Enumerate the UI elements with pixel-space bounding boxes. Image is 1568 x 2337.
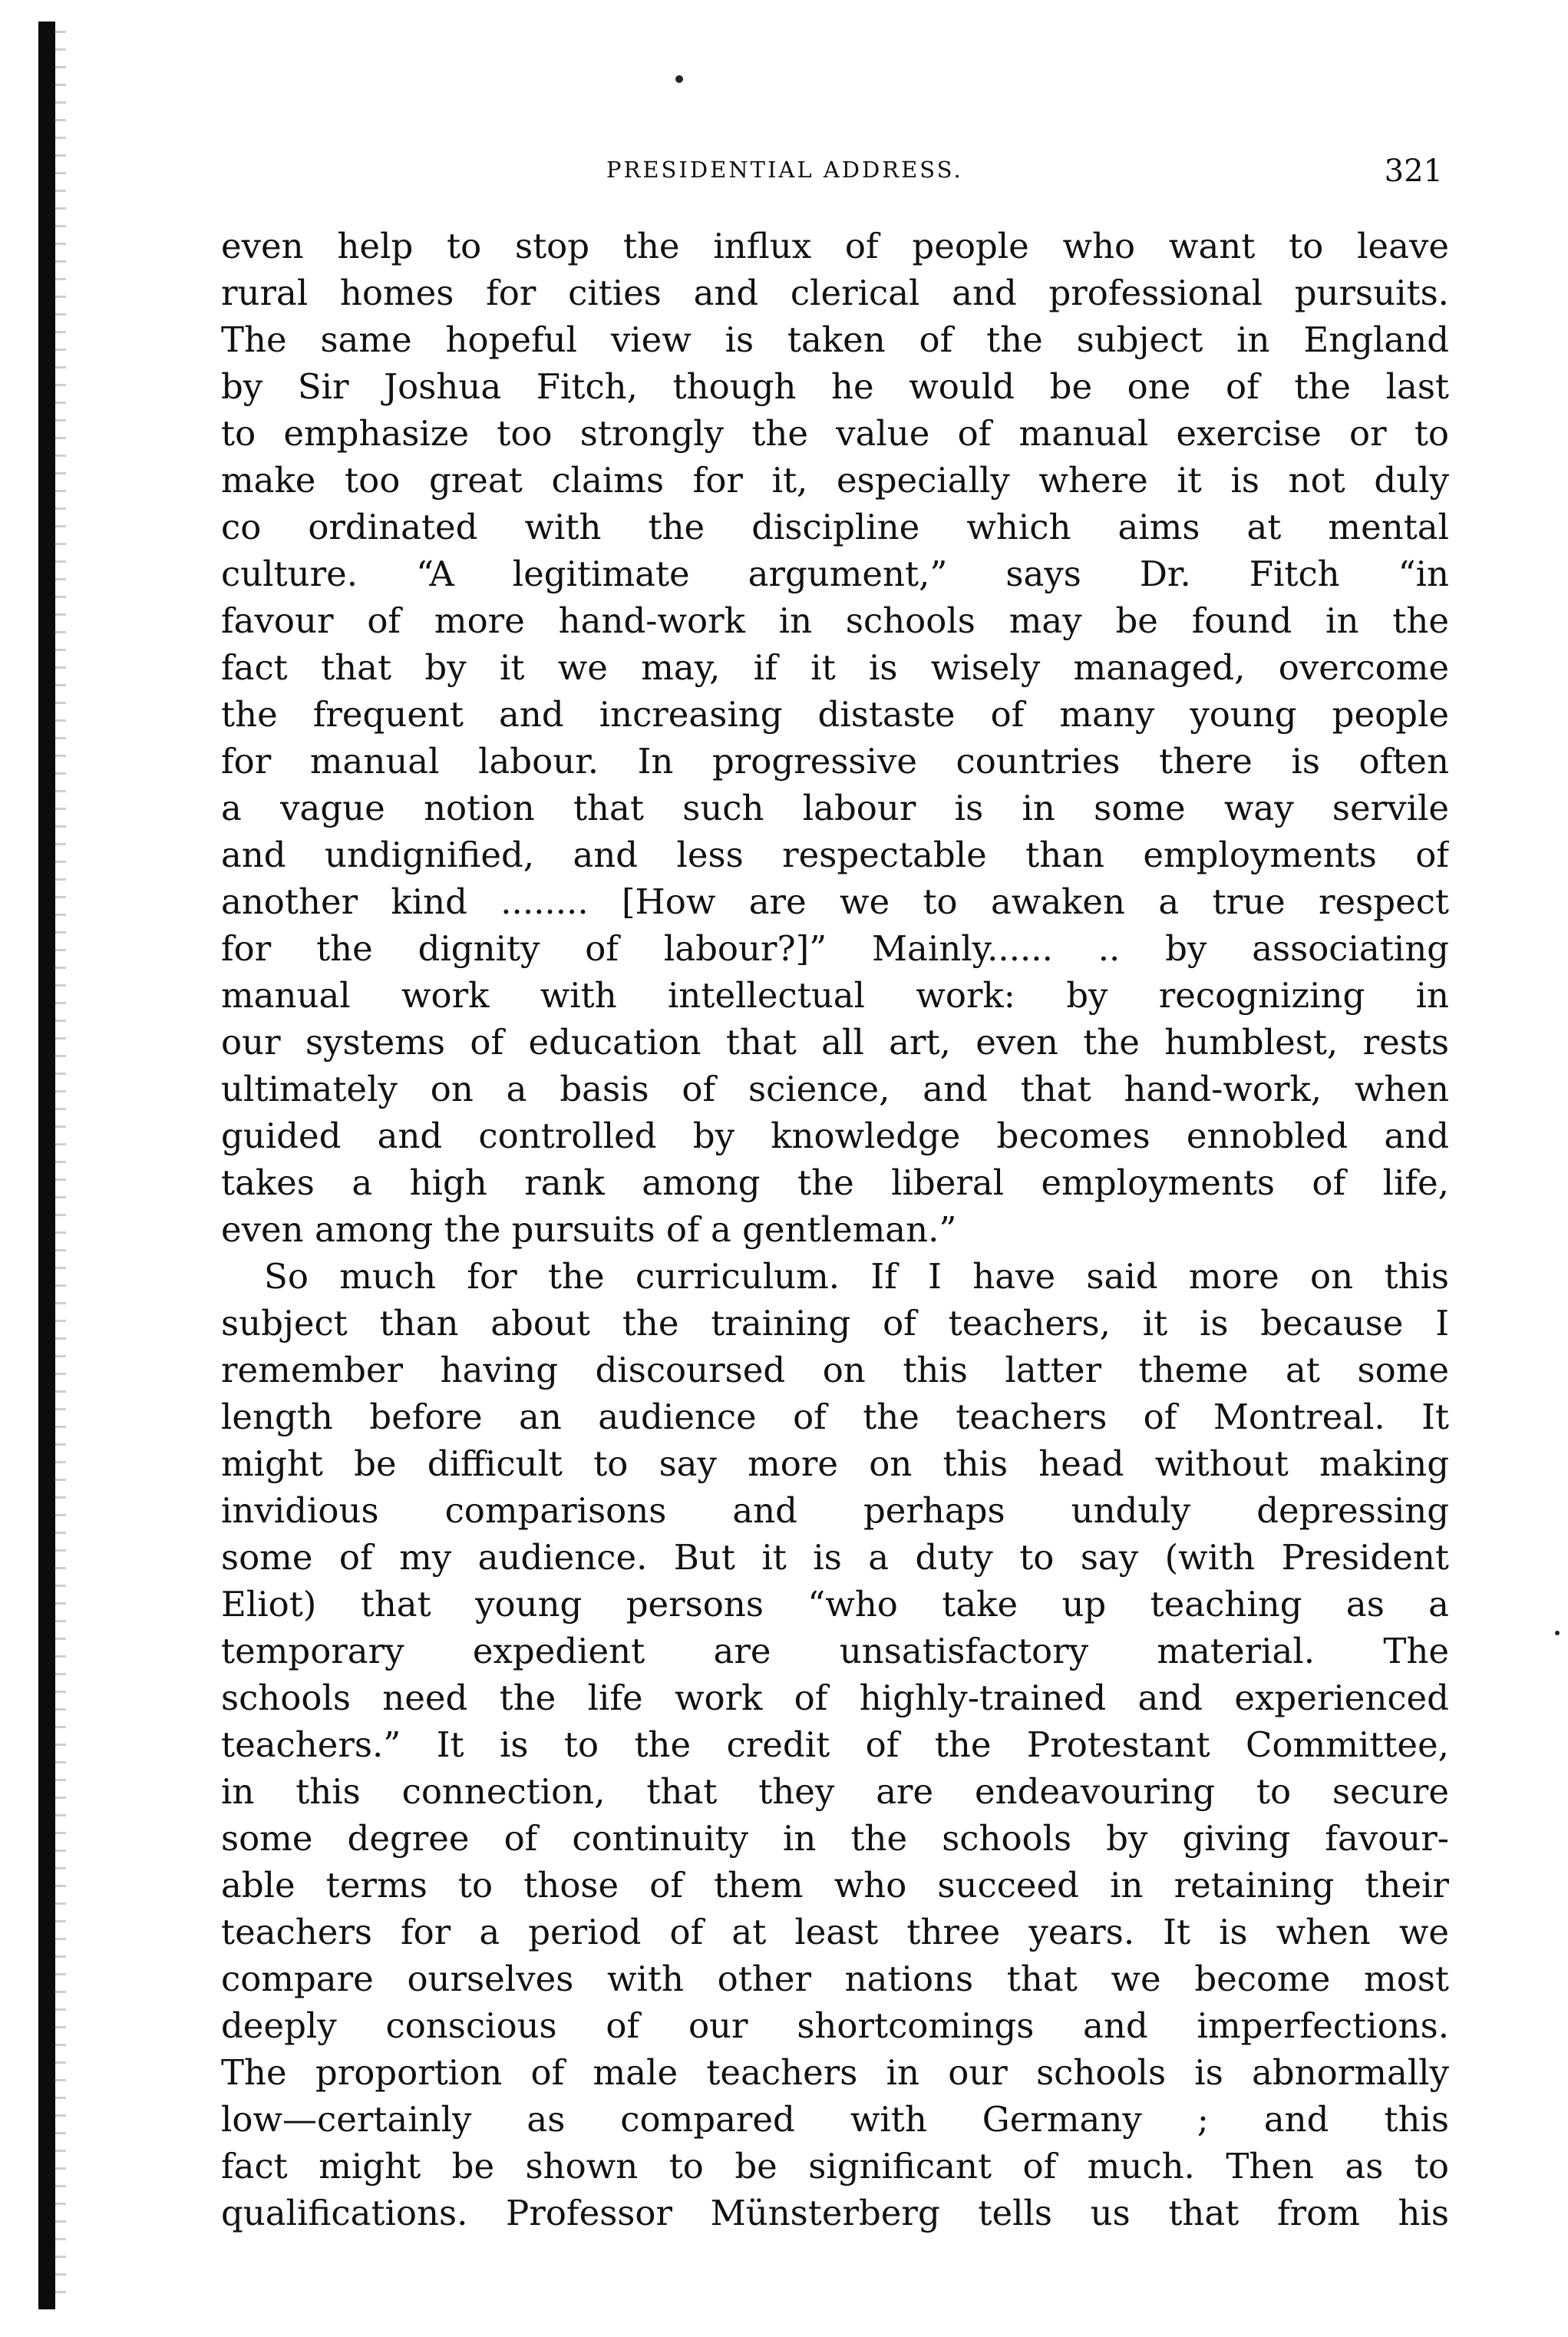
- page-number: 321: [1384, 154, 1443, 189]
- text-line: to emphasize too strongly the value of manual exercise or to: [221, 413, 1449, 454]
- text-line: deeply conscious of our shortcomings and imperfections.: [221, 2005, 1449, 2046]
- text-line: teachers for a period of at least three years. It is when we: [221, 1912, 1449, 1952]
- text-line: guided and controlled by knowledge becomes ennobled and: [221, 1116, 1449, 1156]
- text-line: takes a high rank among the liberal employments of life,: [221, 1162, 1449, 1203]
- running-head: PRESIDENTIAL ADDRESS.: [606, 157, 963, 183]
- text-line: remember having discoursed on this latter theme at some: [221, 1350, 1449, 1390]
- text-line: able terms to those of them who succeed in retaining their: [221, 1865, 1449, 1906]
- binding-scan-noise: [55, 31, 66, 2296]
- paragraph-start-line: So much for the curriculum. If I have said more on this: [264, 1256, 1449, 1297]
- page-binding-edge: [38, 21, 55, 2309]
- text-line: invidious comparisons and perhaps unduly depressing: [221, 1490, 1449, 1531]
- text-line: favour of more hand-work in schools may be found in the: [221, 600, 1449, 641]
- text-line: temporary expedient are unsatisfactory material. The: [221, 1631, 1449, 1671]
- text-line: might be difficult to say more on this head without making: [221, 1443, 1449, 1484]
- text-line: fact that by it we may, if it is wisely managed, overcome: [221, 647, 1449, 688]
- text-line: for the dignity of labour?]” Mainly...... .. by associating: [221, 928, 1449, 969]
- text-line: The same hopeful view is taken of the subject in England: [221, 319, 1449, 360]
- text-line: qualifications. Professor Münsterberg tells us that from his: [221, 2193, 1449, 2233]
- text-line: a vague notion that such labour is in some way servile: [221, 788, 1449, 828]
- text-line: some degree of continuity in the schools by giving favour-: [221, 1818, 1449, 1859]
- text-line: for manual labour. In progressive countries there is often: [221, 741, 1449, 782]
- text-line: fact might be shown to be significant of much. Then as to: [221, 2146, 1449, 2187]
- text-line: our systems of education that all art, even the humblest, rests: [221, 1022, 1449, 1063]
- body-text: [221, 223, 1449, 2257]
- text-line: rural homes for cities and clerical and professional pursuits.: [221, 273, 1449, 313]
- paragraph-end-line: even among the pursuits of a gentleman.”: [221, 1209, 957, 1250]
- text-line: low—certainly as compared with Germany ; and this: [221, 2099, 1449, 2140]
- text-line: subject than about the training of teachers, it is because I: [221, 1303, 1449, 1344]
- text-line: manual work with intellectual work: by recognizing in: [221, 975, 1449, 1016]
- text-line: even help to stop the influx of people who want to leave: [221, 226, 1449, 266]
- text-line: teachers.” It is to the credit of the Protestant Committee,: [221, 1724, 1449, 1765]
- text-line: another kind ........ [How are we to awaken a true respect: [221, 881, 1449, 922]
- text-line: the frequent and increasing distaste of many young people: [221, 694, 1449, 735]
- text-line: Eliot) that young persons “who take up teaching as a: [221, 1584, 1449, 1625]
- page-header: [223, 154, 1443, 200]
- text-line: culture. “A legitimate argument,” says Dr. Fitch “in: [221, 554, 1449, 594]
- text-line: length before an audience of the teachers of Montreal. It: [221, 1397, 1449, 1437]
- text-line: some of my audience. But it is a duty to say (with President: [221, 1537, 1449, 1578]
- text-line: The proportion of male teachers in our schools is abnormally: [221, 2052, 1449, 2093]
- text-line: co ordinated with the discipline which aims at mental: [221, 507, 1449, 547]
- ink-speck: [1555, 1631, 1560, 1635]
- ink-speck: [675, 75, 683, 83]
- text-line: schools need the life work of highly-trained and experienced: [221, 1678, 1449, 1718]
- text-line: by Sir Joshua Fitch, though he would be one of the last: [221, 366, 1449, 407]
- text-line: make too great claims for it, especially where it is not duly: [221, 460, 1449, 501]
- text-line: ultimately on a basis of science, and that hand-work, when: [221, 1069, 1449, 1109]
- text-line: compare ourselves with other nations that we become most: [221, 1959, 1449, 1999]
- text-line: in this connection, that they are endeavouring to secure: [221, 1771, 1449, 1812]
- text-line: and undignified, and less respectable than employments of: [221, 835, 1449, 875]
